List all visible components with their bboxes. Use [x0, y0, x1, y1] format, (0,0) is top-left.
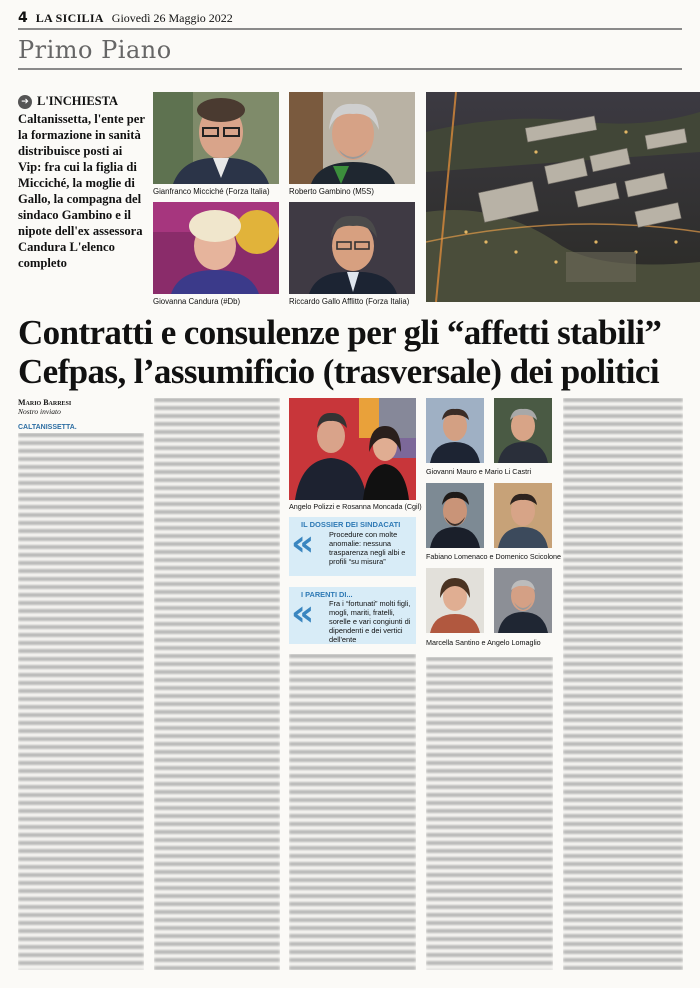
headline-line-1: Contratti e consulenze per gli “affetti stabili”	[18, 313, 662, 352]
kicker-text: Caltanissetta, l'ente per la formazione in sanità distribuisce posti ai Vip: fra cui la figlia di Micciché, la moglie di Gallo, la compagna del sindaco Gambino e il nipote dell'ex assessora Candura L'elenco completo	[18, 112, 145, 270]
quote-chevron-icon: «	[291, 523, 315, 564]
caption-gambino: Roberto Gambino (M5S)	[289, 187, 374, 196]
sidebox-parenti	[289, 587, 416, 644]
caption-mauro-li-castri: Giovanni Mauro e Mario Li Castri	[426, 467, 532, 476]
page-header	[18, 8, 682, 30]
sidebox-parenti-title: I PARENTI DI...	[301, 590, 353, 599]
page-number: 4	[18, 10, 28, 26]
quote-chevron-icon: «	[291, 593, 315, 634]
issue-date: Giovedì 26 Maggio 2022	[111, 10, 233, 25]
byline-author: Mario Barresi	[18, 398, 72, 407]
section-title: Primo Piano	[18, 36, 172, 64]
photo-lomaglio	[494, 568, 552, 633]
sidebox-parenti-body: Fra i “fortunati” molti figli, mogli, mariti, fratelli, sorelle e vari congiunti di dipendenti e dei vertici dell'ente	[329, 599, 411, 644]
byline	[18, 398, 71, 416]
sidebox-dossier-text: Procedure con molte anomalie: nessuna trasparenza negli albi e profili “su misura”	[329, 530, 406, 566]
sidebox-dossier-title: IL DOSSIER DEI SINDACATI	[301, 520, 401, 529]
sidebox-parenti-text	[301, 590, 413, 599]
caption-santino-lomaglio: Marcella Santino e Angelo Lomaglio	[426, 638, 541, 647]
article-column-3	[289, 654, 416, 970]
article-column-2	[154, 398, 280, 970]
caption-lomenaco-scicolone: Fabiano Lomenaco e Domenico Scicolone	[426, 552, 562, 561]
photo-polizzi-moncada	[289, 398, 416, 500]
kicker-label-text: L'INCHIESTA	[37, 94, 119, 108]
caption-micciche: Gianfranco Micciché (Forza Italia)	[153, 187, 270, 196]
caption-candura: Giovanna Candura (#Db)	[153, 297, 241, 306]
article-column-1	[18, 433, 144, 970]
kicker	[18, 94, 146, 271]
photo-santino	[426, 568, 484, 633]
section-header	[18, 36, 682, 70]
article-column-4	[426, 657, 553, 970]
headline	[18, 313, 690, 391]
photo-lomenaco	[426, 483, 484, 548]
newspaper-logo: LA SICILIA	[35, 10, 104, 25]
article-dateline: CALTANISSETTA.	[18, 424, 77, 431]
photo-scicolone	[494, 483, 552, 548]
caption-polizzi-moncada: Angelo Polizzi e Rosanna Moncada (Cgil)	[289, 502, 422, 511]
arrow-right-icon: ➔	[18, 95, 32, 109]
article-column-5	[563, 398, 683, 970]
photo-li-castri	[494, 398, 552, 463]
headline-line-2: Cefpas, l’assumificio (trasversale) dei politici	[18, 352, 659, 391]
kicker-label	[18, 94, 146, 109]
caption-gallo: Riccardo Gallo Afflitto (Forza Italia)	[289, 297, 410, 306]
photo-candura	[153, 202, 279, 294]
photo-gambino	[289, 92, 415, 184]
photo-gallo	[289, 202, 415, 294]
sidebox-dossier	[289, 517, 416, 576]
byline-role: Nostro inviato	[18, 407, 61, 416]
photo-micciche	[153, 92, 279, 184]
photo-cefpas-aerial	[426, 92, 700, 302]
photo-mauro	[426, 398, 484, 463]
